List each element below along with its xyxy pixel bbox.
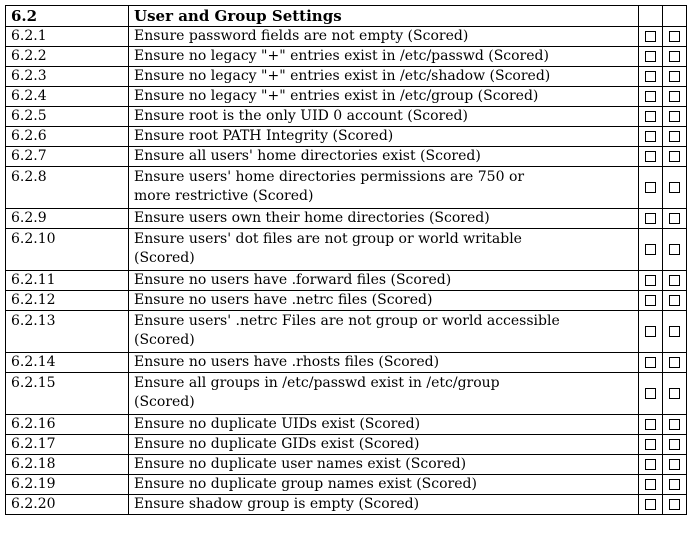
checkbox-icon[interactable] [645, 51, 656, 62]
checkbox-icon[interactable] [645, 357, 656, 368]
section-number: 6.2 [6, 6, 129, 27]
rule-description [129, 311, 639, 353]
rule-id: 6.2.16 [6, 415, 129, 435]
checkbox-icon[interactable] [669, 499, 680, 510]
checkbox-icon[interactable] [669, 151, 680, 162]
table-row [6, 147, 687, 167]
checkbox-icon[interactable] [669, 71, 680, 82]
checkbox-icon[interactable] [669, 459, 680, 470]
rule-description: Ensure shadow group is empty (Scored) [129, 495, 639, 515]
header-empty-cell [663, 6, 687, 27]
checkbox-icon[interactable] [645, 388, 656, 399]
rule-id: 6.2.11 [6, 271, 129, 291]
checkbox-icon[interactable] [645, 479, 656, 490]
table-row [6, 353, 687, 373]
table-row [6, 47, 687, 67]
table-row [6, 27, 687, 47]
rule-description: Ensure password fields are not empty (Scored) [129, 27, 639, 47]
rule-description: Ensure no duplicate GIDs exist (Scored) [129, 435, 639, 455]
rule-id: 6.2.20 [6, 495, 129, 515]
checkbox-icon[interactable] [669, 51, 680, 62]
checkbox-icon[interactable] [645, 71, 656, 82]
table-row [6, 271, 687, 291]
rule-id: 6.2.15 [6, 373, 129, 415]
rule-description: Ensure no legacy "+" entries exist in /etc/passwd (Scored) [129, 47, 639, 67]
rule-description: Ensure no duplicate user names exist (Scored) [129, 455, 639, 475]
rule-id: 6.2.4 [6, 87, 129, 107]
table-row [6, 107, 687, 127]
table-row [6, 435, 687, 455]
checkbox-icon[interactable] [669, 213, 680, 224]
checkbox-icon[interactable] [669, 91, 680, 102]
table-row [6, 87, 687, 107]
table-row [6, 67, 687, 87]
rule-description-line: (Scored) [134, 394, 195, 410]
table-row [6, 455, 687, 475]
table-row [6, 209, 687, 229]
checkbox-icon[interactable] [645, 151, 656, 162]
rule-description-line: Ensure all groups in /etc/passwd exist in /etc/group [134, 375, 500, 391]
checkbox-icon[interactable] [669, 31, 680, 42]
rule-description: Ensure no users have .forward files (Scored) [129, 271, 639, 291]
rule-id: 6.2.2 [6, 47, 129, 67]
checkbox-icon[interactable] [645, 499, 656, 510]
rule-id: 6.2.17 [6, 435, 129, 455]
section-title: User and Group Settings [129, 6, 639, 27]
checkbox-icon[interactable] [669, 388, 680, 399]
checkbox-icon[interactable] [645, 131, 656, 142]
rule-id: 6.2.3 [6, 67, 129, 87]
rule-description-line: (Scored) [134, 332, 195, 348]
rule-id: 6.2.5 [6, 107, 129, 127]
checkbox-icon[interactable] [669, 131, 680, 142]
checkbox-icon[interactable] [645, 326, 656, 337]
rule-id: 6.2.7 [6, 147, 129, 167]
checkbox-icon[interactable] [645, 213, 656, 224]
checkbox-icon[interactable] [669, 357, 680, 368]
header-empty-cell [639, 6, 663, 27]
rule-description-line: (Scored) [134, 250, 195, 266]
rule-description-line: Ensure users' dot files are not group or world writable [134, 231, 522, 247]
checkbox-icon[interactable] [645, 91, 656, 102]
checkbox-icon[interactable] [645, 439, 656, 450]
table-row [6, 167, 687, 209]
rule-description [129, 373, 639, 415]
checkbox-icon[interactable] [669, 182, 680, 193]
checkbox-icon[interactable] [645, 244, 656, 255]
rule-description: Ensure no duplicate group names exist (Scored) [129, 475, 639, 495]
checkbox-icon[interactable] [669, 479, 680, 490]
settings-table-container [5, 5, 687, 515]
rule-description: Ensure no users have .netrc files (Scored) [129, 291, 639, 311]
checkbox-icon[interactable] [669, 275, 680, 286]
rule-id: 6.2.9 [6, 209, 129, 229]
rule-description: Ensure no duplicate UIDs exist (Scored) [129, 415, 639, 435]
checkbox-icon[interactable] [645, 275, 656, 286]
rule-id: 6.2.13 [6, 311, 129, 353]
rule-id: 6.2.12 [6, 291, 129, 311]
rule-id: 6.2.19 [6, 475, 129, 495]
checkbox-icon[interactable] [645, 111, 656, 122]
table-row [6, 475, 687, 495]
rule-description [129, 167, 639, 209]
table-row [6, 373, 687, 415]
checkbox-icon[interactable] [645, 459, 656, 470]
table-row [6, 291, 687, 311]
rule-description: Ensure no users have .rhosts files (Scored) [129, 353, 639, 373]
checkbox-icon[interactable] [669, 295, 680, 306]
checkbox-icon[interactable] [669, 439, 680, 450]
checkbox-icon[interactable] [669, 244, 680, 255]
rule-description: Ensure all users' home directories exist (Scored) [129, 147, 639, 167]
rule-id: 6.2.6 [6, 127, 129, 147]
rule-description: Ensure no legacy "+" entries exist in /etc/shadow (Scored) [129, 67, 639, 87]
checkbox-icon[interactable] [645, 182, 656, 193]
checkbox-icon[interactable] [669, 326, 680, 337]
table-row [6, 311, 687, 353]
rule-id: 6.2.10 [6, 229, 129, 271]
rule-description-line: Ensure users' .netrc Files are not group or world accessible [134, 313, 560, 329]
rule-id: 6.2.18 [6, 455, 129, 475]
checkbox-icon[interactable] [645, 419, 656, 430]
rule-description-line: more restrictive (Scored) [134, 188, 314, 204]
section-header-row [6, 6, 687, 27]
checkbox-icon[interactable] [669, 419, 680, 430]
rule-id: 6.2.8 [6, 167, 129, 209]
rule-description: Ensure users own their home directories (Scored) [129, 209, 639, 229]
rule-description: Ensure root PATH Integrity (Scored) [129, 127, 639, 147]
table-row [6, 229, 687, 271]
table-row [6, 415, 687, 435]
checkbox-icon[interactable] [669, 111, 680, 122]
settings-table [5, 5, 687, 515]
rule-id: 6.2.1 [6, 27, 129, 47]
rule-description-line: Ensure users' home directories permissions are 750 or [134, 169, 525, 185]
checkbox-icon[interactable] [645, 31, 656, 42]
rule-description [129, 229, 639, 271]
table-row [6, 127, 687, 147]
rule-description: Ensure no legacy "+" entries exist in /etc/group (Scored) [129, 87, 639, 107]
rule-description: Ensure root is the only UID 0 account (Scored) [129, 107, 639, 127]
rule-id: 6.2.14 [6, 353, 129, 373]
table-row [6, 495, 687, 515]
checkbox-icon[interactable] [645, 295, 656, 306]
